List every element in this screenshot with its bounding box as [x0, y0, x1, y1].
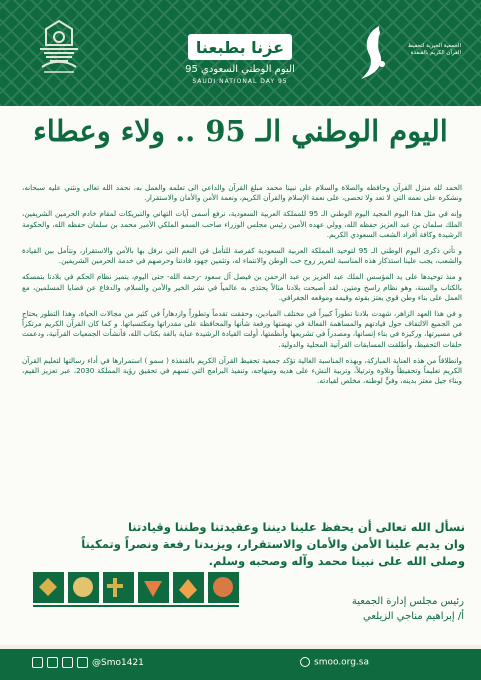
footer-divider	[0, 645, 481, 649]
globe-icon	[300, 657, 310, 667]
association-name-line-1: الجمعية الخيرية لتحفيظ	[407, 43, 461, 49]
mosque-emblem-icon	[34, 19, 84, 75]
social-handle-text: @Smo1421	[92, 658, 144, 668]
page-title: اليوم الوطني الـ 95 .. ولاء وعطاء	[33, 114, 448, 148]
letter-body	[22, 183, 462, 392]
body-paragraph: و تأتي ذكرى اليوم الوطني الـ 95 لتوحيد المملكة العربية السعودية كفرصة للتأمل في النعم التي نرفل بها بالأمن والاستقرار، ونتأمل بين القيادة والشعب، يجب علينا استذكار هذه المناسبة لتعزيز روح حب الوطن والانتماء له، وتثمين جهود قادتنا وحرصهم في خدمة الحرمين الشريفين.	[22, 246, 462, 266]
association-name	[383, 43, 461, 57]
signature-title: رئيس مجلس إدارة الجمعية	[351, 596, 464, 607]
social-handle	[32, 657, 144, 668]
national-day-badge-title: عزنا بطبعنا	[195, 38, 285, 57]
closing-prayer	[30, 519, 465, 570]
website-text: smoo.org.sa	[314, 657, 369, 668]
prayer-line: نسأل الله تعالى أن يحفظ علينا ديننا وعقيدتنا وطننا وقيادتنا	[127, 520, 465, 534]
national-day-badge	[188, 34, 292, 60]
prayer-line: وان يديم علينا الأمن والأمان والاستقرار، ويزيدنا رفعة ونصراً وتمكيناً	[81, 537, 465, 551]
prayer-line: وصلى الله على نبينا محمد وآله وصحبه وسلم.	[208, 554, 465, 568]
body-paragraph: وانطلاقاً من هذه العناية المباركة، وبهذه المناسبة الغالية تؤكد جمعية تحفيظ القرآن الكريم بالقنفذة ( سمو ) استمرارها في أداء رسالتها لتعليم القرآن الكريم تعليماً وتحفيظاً وتلاوة وترتيلاً، وتربية النشء على هديه ومنهاجه، وتنفيذ البرامج التي تسهم في تحقيق رؤية المملكة 2030، عبر تعزيز القيم، وبناء جيل معتز بدينه، وفيٍّ لوطنه، مخلص لقيادته.	[22, 355, 463, 386]
body-paragraph: و منذ توحيدها على يد المؤسس الملك عبد العزيز بن عبد الرحمن بن فيصل آل سعود -رحمه الله- حتى اليوم، يتميز نظام الحكم في بلادنا بتمسكه بالكتاب والسنة، وهو نظام راسخ ومتين. لقد أصبحت بلادنا مثالاً يحتذى به عالمياً في نشر الخير والأمن والسلام، والدفاع عن قضايا المسلمين، مع العمل على بناء وطن قوي يعتز بقوته وقيمه وموقعه الجغرافي.	[22, 272, 462, 302]
association-logo	[345, 20, 465, 90]
signature-block	[44, 594, 464, 624]
association-name-line-2: القرآن الكريم بالقنفذة	[410, 50, 461, 56]
body-paragraph: و في هذا العهد الزاهر، شهدت بلادنا تطوراً كبيراً في مختلف الميادين، وحققت تقدماً وتطوراً وازدهاراً في كثير من مجالات الحياة، وهذا التطور يحتاج من الجميع الالتفاف حول قيادتهم والمساهمة الفعالة في نهضتها ورفعة شأنها والمحافظة على مقدراتها ومكتسباتها. و كما كان القرآن الكريم مرتكزاً في مسيرتها، وركيزة في بناء إنسانها، ومصدراً في تشريعها وأنظمتها، أولت القيادة الرشيدة عناية بالغة بكتاب الله، فأنشأت الجمعيات القرآنية، ودعمت حلقات التحفيظ، وأطلقت المسابقات القرآنية المحلية والدولية.	[22, 309, 462, 349]
website-link[interactable]	[300, 657, 369, 668]
national-day-badge-subtitle: اليوم الوطني السعودي 95	[185, 64, 295, 75]
body-paragraph: وإنه في مثل هذا اليوم المجيد اليوم الوطني الـ 95 للمملكة العربية السعودية، نرفع أسمى آيات التهاني والتبريكات لمقام خادم الحرمين الشريفين، الملك سلمان بن عبد العزيز حفظه الله، وولي عهده الأمين رئيس مجلس الوزراء صاحب السمو الملكي الأمير محمد بن سلمان حفظه الله، والحكومة الرشيدة وكافة أفراد الشعب السعودي الكريم.	[22, 209, 462, 239]
body-paragraph: الحمد لله منزل القرآن وحافظه والصلاة والسلام على نبينا محمد مبلغ القرآن والداعي الى تعلمه والعمل به، نحمد الله تعالى ونثني عليه سبحانه، ونشكره على نعمه التي لا تعد ولا تحصى، على نعمة الإسلام والقرآن الكريم، ونعمة الأمن والأمان والاستقرار.	[22, 183, 462, 203]
footer-bar	[0, 645, 481, 680]
instagram-icon[interactable]	[47, 657, 58, 668]
national-day-badge-english: SAUDI NATIONAL DAY 95	[192, 78, 288, 85]
signature-name: أ/ إبراهيم مناجي الزيلعي	[362, 611, 464, 622]
x-social-icon[interactable]	[32, 657, 43, 668]
snapchat-icon[interactable]	[62, 657, 73, 668]
national-day-logo	[170, 34, 310, 96]
header-banner	[0, 0, 481, 106]
youtube-icon[interactable]	[77, 657, 88, 668]
